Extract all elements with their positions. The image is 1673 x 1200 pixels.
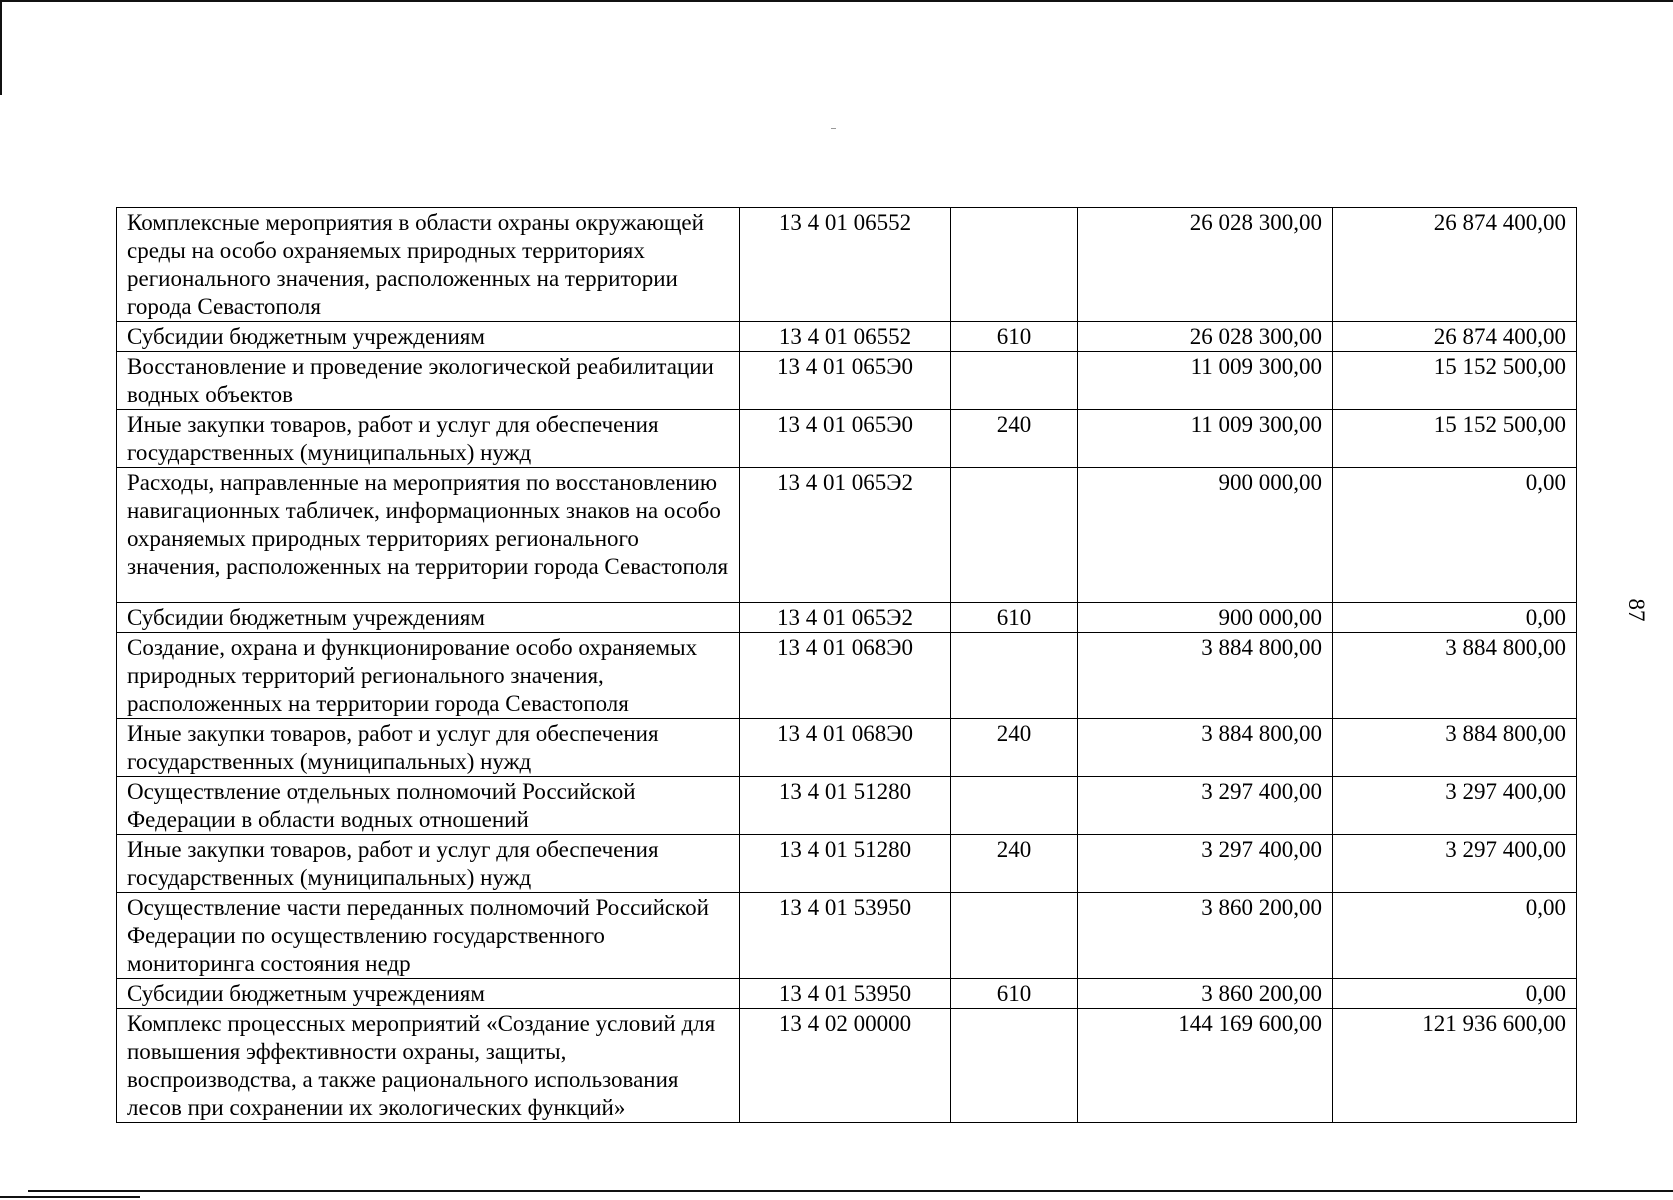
row-name-cell: Иные закупки товаров, работ и услуг для обеспечения государственных (муниципальных) нужд — [117, 719, 740, 777]
row-name-cell: Создание, охрана и функционирование особо охраняемых природных территорий регионального значения, расположенных на территории города Севастополя — [117, 633, 740, 719]
row-value-2-cell: 121 936 600,00 — [1333, 1009, 1577, 1123]
row-value-2-cell: 0,00 — [1333, 979, 1577, 1009]
row-expense-type-cell — [951, 468, 1078, 603]
row-code-cell: 13 4 01 51280 — [740, 777, 951, 835]
row-value-2-cell: 0,00 — [1333, 603, 1577, 633]
row-value-1-cell: 900 000,00 — [1078, 468, 1333, 603]
row-expense-type-cell — [951, 352, 1078, 410]
row-expense-type-cell: 240 — [951, 835, 1078, 893]
row-value-1-cell: 3 884 800,00 — [1078, 719, 1333, 777]
row-name-cell: Восстановление и проведение экологической реабилитации водных объектов — [117, 352, 740, 410]
scan-border-top — [0, 0, 1673, 2]
row-value-1-cell: 144 169 600,00 — [1078, 1009, 1333, 1123]
table-row — [117, 468, 1577, 603]
table-row — [117, 633, 1577, 719]
row-value-1-cell: 26 028 300,00 — [1078, 208, 1333, 322]
row-expense-type-cell — [951, 633, 1078, 719]
row-expense-type-cell — [951, 1009, 1078, 1123]
row-value-2-cell: 15 152 500,00 — [1333, 352, 1577, 410]
row-value-1-cell: 3 860 200,00 — [1078, 979, 1333, 1009]
row-value-1-cell: 3 884 800,00 — [1078, 633, 1333, 719]
scan-border-bottom — [28, 1190, 1673, 1192]
row-value-2-cell: 0,00 — [1333, 468, 1577, 603]
row-name-cell: Субсидии бюджетным учреждениям — [117, 322, 740, 352]
row-code-cell: 13 4 01 06552 — [740, 322, 951, 352]
row-value-2-cell: 3 884 800,00 — [1333, 633, 1577, 719]
row-expense-type-cell — [951, 208, 1078, 322]
row-name-cell: Осуществление части переданных полномочий Российской Федерации по осуществлению государственного мониторинга состояния недр — [117, 893, 740, 979]
row-expense-type-cell: 610 — [951, 603, 1078, 633]
row-expense-type-cell — [951, 777, 1078, 835]
row-code-cell: 13 4 01 065Э2 — [740, 603, 951, 633]
row-expense-type-cell: 240 — [951, 719, 1078, 777]
table-row — [117, 352, 1577, 410]
budget-table — [116, 207, 1577, 1123]
row-code-cell: 13 4 01 06552 — [740, 208, 951, 322]
row-value-1-cell: 3 297 400,00 — [1078, 835, 1333, 893]
row-name-cell: Расходы, направленные на мероприятия по восстановлению навигационных табличек, информационных знаков на особо охраняемых природных территориях регионального значения, расположенных на территории города Севастополя — [117, 468, 740, 603]
table-row — [117, 603, 1577, 633]
row-value-1-cell: 26 028 300,00 — [1078, 322, 1333, 352]
row-value-1-cell: 3 860 200,00 — [1078, 893, 1333, 979]
row-name-cell: Комплекс процессных мероприятий «Создание условий для повышения эффективности охраны, защиты, воспроизводства, а также рационального использования лесов при сохранении их экологических функций» — [117, 1009, 740, 1123]
row-name-cell: Иные закупки товаров, работ и услуг для обеспечения государственных (муниципальных) нужд — [117, 835, 740, 893]
row-expense-type-cell — [951, 893, 1078, 979]
row-code-cell: 13 4 01 068Э0 — [740, 633, 951, 719]
row-code-cell: 13 4 01 51280 — [740, 835, 951, 893]
row-value-2-cell: 26 874 400,00 — [1333, 322, 1577, 352]
row-code-cell: 13 4 01 065Э0 — [740, 410, 951, 468]
table-row — [117, 208, 1577, 322]
scan-border-bottom-left — [0, 1196, 140, 1198]
table-row — [117, 893, 1577, 979]
row-value-2-cell: 3 884 800,00 — [1333, 719, 1577, 777]
row-value-2-cell: 26 874 400,00 — [1333, 208, 1577, 322]
row-name-cell: Иные закупки товаров, работ и услуг для обеспечения государственных (муниципальных) нужд — [117, 410, 740, 468]
table-row — [117, 719, 1577, 777]
row-name-cell: Осуществление отдельных полномочий Российской Федерации в области водных отношений — [117, 777, 740, 835]
row-code-cell: 13 4 01 53950 — [740, 979, 951, 1009]
table-row — [117, 835, 1577, 893]
table-row — [117, 1009, 1577, 1123]
scan-speck — [831, 128, 836, 129]
row-value-1-cell: 11 009 300,00 — [1078, 352, 1333, 410]
row-expense-type-cell: 610 — [951, 979, 1078, 1009]
row-code-cell: 13 4 01 068Э0 — [740, 719, 951, 777]
row-code-cell: 13 4 01 53950 — [740, 893, 951, 979]
row-value-2-cell: 3 297 400,00 — [1333, 777, 1577, 835]
row-value-2-cell: 3 297 400,00 — [1333, 835, 1577, 893]
table-row — [117, 777, 1577, 835]
row-name-cell: Субсидии бюджетным учреждениям — [117, 603, 740, 633]
row-name-cell: Комплексные мероприятия в области охраны окружающей среды на особо охраняемых природных территориях регионального значения, расположенных на территории города Севастополя — [117, 208, 740, 322]
row-expense-type-cell: 240 — [951, 410, 1078, 468]
row-code-cell: 13 4 01 065Э0 — [740, 352, 951, 410]
row-value-1-cell: 3 297 400,00 — [1078, 777, 1333, 835]
page-number: 87 — [1624, 598, 1649, 622]
table-row — [117, 410, 1577, 468]
row-value-1-cell: 11 009 300,00 — [1078, 410, 1333, 468]
row-value-1-cell: 900 000,00 — [1078, 603, 1333, 633]
row-value-2-cell: 0,00 — [1333, 893, 1577, 979]
row-value-2-cell: 15 152 500,00 — [1333, 410, 1577, 468]
table-row — [117, 979, 1577, 1009]
row-code-cell: 13 4 02 00000 — [740, 1009, 951, 1123]
row-code-cell: 13 4 01 065Э2 — [740, 468, 951, 603]
row-expense-type-cell: 610 — [951, 322, 1078, 352]
table-row — [117, 322, 1577, 352]
row-name-cell: Субсидии бюджетным учреждениям — [117, 979, 740, 1009]
scan-border-left — [0, 0, 2, 95]
